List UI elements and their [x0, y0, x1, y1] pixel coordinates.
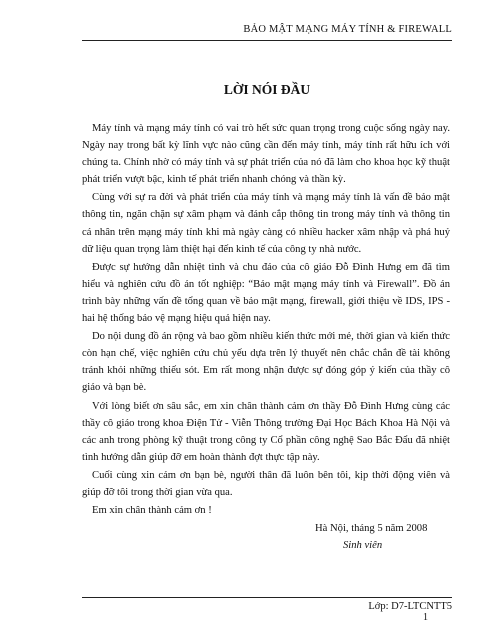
paragraph: Máy tính và mạng máy tính có vai trò hết sức quan trọng trong cuộc sống ngày nay. Ngày nay trong bất kỳ lĩnh vực nào cũng cần đến máy tính, máy tính rất hữu ích với chúng ta. Chính nhờ có máy tính và sự phát triển của nó đã làm cho khoa học kỹ thuật phát triển vượt bậc, kinh tế phát triển nhanh chóng và thần kỳ.: [82, 123, 450, 186]
page-number: 1: [423, 612, 428, 623]
footer-divider: [82, 597, 452, 598]
document-body: [82, 120, 450, 520]
paragraph: Với lòng biết ơn sâu sắc, em xin chân thành cảm ơn thầy Đỗ Đình Hưng cùng các thầy cô giáo trong khoa Điện Tử - Viễn Thông trường Đại Học Bách Khoa Hà Nội và các anh trong phòng kỹ thuật trong công ty Cổ phần công nghệ Sao Bắc Đẩu đã nhiệt tình hướng dẫn giúp đỡ em hoàn thành đợt thực tập này.: [82, 400, 450, 463]
place-date: Hà Nội, tháng 5 năm 2008: [315, 523, 428, 534]
paragraph: Cuối cùng xin cảm ơn bạn bè, người thân đã luôn bên tôi, kịp thời động viên và giúp đỡ tôi trong thời gian vừa qua.: [82, 469, 450, 498]
paragraph: Em xin chân thành cảm ơn !: [92, 505, 212, 517]
signer-role: Sinh viên: [343, 540, 383, 551]
running-header: BẢO MẬT MẠNG MÁY TÍNH & FIREWALL: [243, 24, 452, 35]
paragraph: Cùng với sự ra đời và phát triển của máy tính và mạng máy tính là vấn đề bảo mật thông tin, ngăn chặn sự xâm phạm và đánh cắp thông tin trong máy tính và thông tin cá nhân trên mạng máy tính khi mà ngày càng có nhiều hacker xâm nhập và phá huỷ dữ liệu quan trọng làm thiệt hại đến kinh tế của công ty nhà nước.: [82, 192, 450, 255]
header-divider: [82, 40, 452, 41]
paragraph: Được sự hướng dẫn nhiệt tình và chu đáo của cô giáo Đỗ Đình Hưng em đã tìm hiểu và nghiên cứu đồ án tốt nghiệp: “Bảo mật mạng máy tính và Firewall”. Đồ án trình bày những vấn đề tổng quan về bảo mật mạng, firewall, giới thiệu về IDS, IPS - hai hệ thống bảo vệ mạng hiệu quả hiện nay.: [82, 261, 450, 325]
document-title: LỜI NÓI ĐẦU: [223, 82, 311, 97]
footer-class-label: Lớp: D7-LTCNTT5: [368, 601, 452, 612]
paragraph: Do nội dung đồ án rộng và bao gồm nhiều kiến thức mới mẻ, thời gian và kiến thức còn hạn chế, việc nghiên cứu chủ yếu dựa trên lý thuyết nên chắc chắn đề tài không tránh khỏi những thiếu sót. Em rất mong nhận được sự đóng góp ý kiến của thầy cô giáo và bạn bè.: [82, 331, 450, 394]
